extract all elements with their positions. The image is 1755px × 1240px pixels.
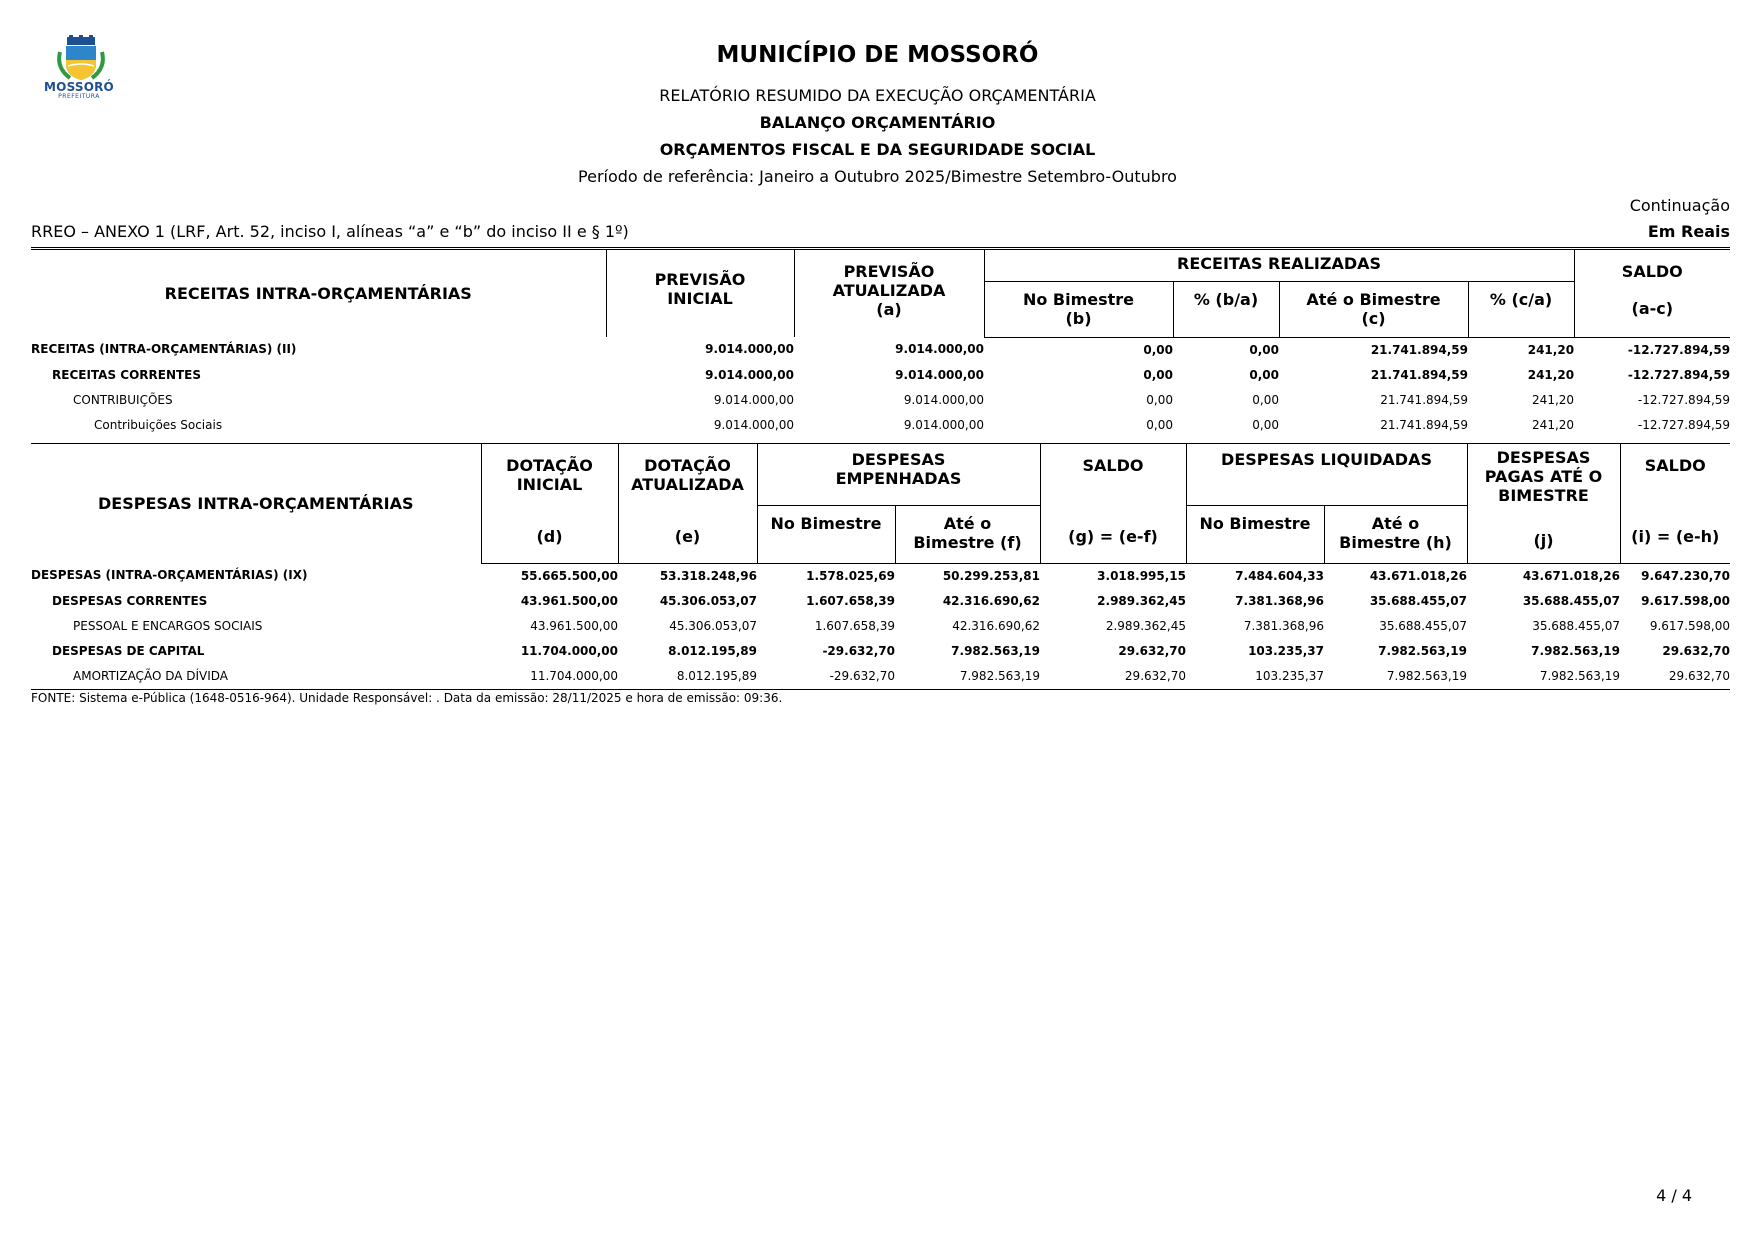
despesas-table [31,443,1730,690]
page-number: 4 / 4 [1656,1186,1692,1205]
liquidadas-no-bimestre-header: No Bimestre [1186,505,1324,563]
cell-value: 29.632,70 [1118,643,1186,658]
cell-value: 7.381.368,96 [1243,618,1324,633]
cell-value: 43.961.500,00 [530,618,618,633]
annex-reference: RREO – ANEXO 1 (LRF, Art. 52, inciso I, alíneas “a” e “b” do inciso II e § 1º) [31,222,629,241]
cell-value: 21.741.894,59 [1370,367,1468,382]
cell-value: 7.982.563,19 [1324,664,1467,690]
dotacao-atualizada-formula: (e) [618,505,757,563]
row-label: DESPESAS (INTRA-ORÇAMENTÁRIAS) (IX) [31,568,308,583]
receitas-pct-ca-header: % (c/a) [1468,281,1574,337]
despesas-pagas-formula: (j) [1467,505,1620,563]
cell-value: 42.316.690,62 [952,618,1040,633]
cell-value: 21.741.894,59 [1380,392,1468,407]
cell-value: 35.688.455,07 [1379,618,1467,633]
cell-value: 55.665.500,00 [520,568,618,583]
cell-value: 21.741.894,59 [1370,342,1468,357]
receitas-ate-bimestre-header: Até o Bimestre (c) [1279,281,1468,337]
logo-name: MOSSORÓ [44,80,114,94]
cell-value: 0,00 [1252,392,1279,407]
dotacao-inicial-header: DOTAÇÃO INICIAL [481,444,618,506]
row-label: DESPESAS DE CAPITAL [52,643,205,658]
cell-value: 9.617.598,00 [1649,618,1730,633]
cell-value: 9.617.598,00 [1641,593,1730,608]
despesas-header-category: DESPESAS INTRA-ORÇAMENTÁRIAS [31,444,481,564]
previsao-atualizada-header: PREVISÃO ATUALIZADA (a) [794,249,984,338]
cell-value: 7.982.563,19 [895,664,1040,690]
cell-value: 50.299.253,81 [942,568,1040,583]
cell-value: 241,20 [1532,392,1575,407]
cell-value: 35.688.455,07 [1522,593,1620,608]
cell-value: 2.989.362,45 [1105,618,1186,633]
cell-value: 35.688.455,07 [1369,593,1467,608]
table-row [31,413,1730,438]
row-label: DESPESAS CORRENTES [52,593,208,608]
cell-value: 7.982.563,19 [1378,643,1467,658]
saldo-g-formula: (g) = (e-f) [1040,505,1186,563]
receitas-pct-ba-header: % (b/a) [1173,281,1279,337]
table-row [31,563,1730,589]
cell-value: 9.014.000,00 [705,342,794,357]
cell-value: 9.014.000,00 [895,367,984,382]
cell-value: 45.306.053,07 [659,593,757,608]
cell-value: 0,00 [1146,392,1173,407]
cell-value: 9.014.000,00 [705,367,794,382]
table-row [31,664,1730,690]
cell-value: 0,00 [1249,367,1279,382]
cell-value: 7.982.563,19 [1467,664,1620,690]
cell-value: -29.632,70 [757,664,895,690]
cell-value: 3.018.995,15 [1097,568,1186,583]
cell-value: 1.607.658,39 [814,618,895,633]
source-footnote: FONTE: Sistema e-Pública (1648-0516-964). Unidade Responsável: . Data da emissão: 28/11/2025 e hora de emissão: 09:36. [31,691,783,705]
row-label: RECEITAS CORRENTES [52,367,202,382]
receitas-realizadas-header: RECEITAS REALIZADAS [984,249,1574,282]
cell-value: 103.235,37 [1248,643,1324,658]
row-label: RECEITAS (INTRA-ORÇAMENTÁRIAS) (II) [31,342,297,357]
cell-value: 43.671.018,26 [1369,568,1467,583]
currency-unit-label: Em Reais [1647,222,1730,241]
cell-value: 241,20 [1527,367,1575,382]
logo-subtitle: PREFEITURA [58,93,100,100]
cell-value: 7.484.604,33 [1235,568,1324,583]
saldo-i-header: SALDO [1620,444,1730,506]
cell-value: 1.578.025,69 [806,568,895,583]
table-row [31,614,1730,639]
cell-value: 21.741.894,59 [1380,417,1468,432]
empenhadas-ate-bimestre-header: Até o Bimestre (f) [895,505,1040,563]
cell-value: 241,20 [1532,417,1575,432]
cell-value: 11.704.000,00 [481,664,618,690]
empenhadas-no-bimestre-header: No Bimestre [757,505,895,563]
cell-value: 53.318.248,96 [659,568,757,583]
cell-value: 9.014.000,00 [903,417,984,432]
receitas-no-bimestre-header: No Bimestre (b) [984,281,1173,337]
cell-value: 43.961.500,00 [520,593,618,608]
receitas-saldo-formula: (a-c) [1574,281,1730,337]
cell-value: 0,00 [1146,417,1173,432]
row-label: CONTRIBUIÇÕES [73,392,173,407]
cell-value: 9.014.000,00 [895,342,984,357]
cell-value: 0,00 [1252,417,1279,432]
report-subtitle: BALANÇO ORÇAMENTÁRIO [759,113,996,132]
saldo-g-header: SALDO [1040,444,1186,506]
cell-value: 29.632,70 [1620,664,1730,690]
cell-value: 7.381.368,96 [1235,593,1324,608]
cell-value: 0,00 [1143,342,1173,357]
receitas-table [31,247,1730,438]
cell-value: 45.306.053,07 [669,618,757,633]
cell-value: 43.671.018,26 [1522,568,1620,583]
dotacao-atualizada-header: DOTAÇÃO ATUALIZADA [618,444,757,506]
cell-value: 9.014.000,00 [713,417,794,432]
cell-value: 9.014.000,00 [903,392,984,407]
cell-value: 241,20 [1527,342,1575,357]
liquidadas-ate-bimestre-header: Até o Bimestre (h) [1324,505,1467,563]
dotacao-inicial-formula: (d) [481,505,618,563]
cell-value: 1.607.658,39 [806,593,895,608]
report-municipality-title: MUNICÍPIO DE MOSSORÓ [716,42,1039,68]
cell-value: 103.235,37 [1186,664,1324,690]
row-label: PESSOAL E ENCARGOS SOCIAIS [73,618,263,633]
cell-value: 11.704.000,00 [520,643,618,658]
cell-value: -12.727.894,59 [1627,342,1731,357]
cell-value: 8.012.195,89 [618,664,757,690]
cell-value: 29.632,70 [1040,664,1186,690]
row-label: AMORTIZAÇÃO DA DÍVIDA [31,664,481,690]
cell-value: 42.316.690,62 [942,593,1040,608]
despesas-pagas-header: DESPESAS PAGAS ATÉ O BIMESTRE [1467,444,1620,506]
cell-value: -12.727.894,59 [1637,392,1731,407]
cell-value: 2.989.362,45 [1097,593,1186,608]
table-row [31,363,1730,388]
receitas-saldo-header: SALDO [1621,262,1683,281]
despesas-empenhadas-header: DESPESAS EMPENHADAS [757,444,1040,506]
cell-value: 0,00 [1143,367,1173,382]
table-row [31,388,1730,413]
cell-value: 29.632,70 [1662,643,1730,658]
cell-value: 0,00 [1249,342,1279,357]
cell-value: -12.727.894,59 [1627,367,1731,382]
cell-value: 8.012.195,89 [668,643,757,658]
cell-value: 9.014.000,00 [713,392,794,407]
cell-value: 7.982.563,19 [1531,643,1620,658]
table-row [31,639,1730,664]
continuation-label: Continuação [1629,196,1730,215]
previsao-inicial-header: PREVISÃO INICIAL [606,249,794,338]
cell-value: 9.647.230,70 [1641,568,1730,583]
cell-value: 7.982.563,19 [951,643,1040,658]
report-budget-scope: ORÇAMENTOS FISCAL E DA SEGURIDADE SOCIAL [659,140,1096,159]
saldo-i-formula: (i) = (e-h) [1620,505,1730,563]
receitas-header-category: RECEITAS INTRA-ORÇAMENTÁRIAS [31,249,606,338]
table-row [31,589,1730,614]
cell-value: -29.632,70 [822,643,895,658]
row-label: Contribuições Sociais [94,417,223,432]
cell-value: 35.688.455,07 [1532,618,1620,633]
reference-period: Período de referência: Janeiro a Outubro 2025/Bimestre Setembro-Outubro [578,167,1177,186]
despesas-liquidadas-header: DESPESAS LIQUIDADAS [1186,444,1467,506]
cell-value: -12.727.894,59 [1637,417,1731,432]
table-row [31,337,1730,363]
report-name: RELATÓRIO RESUMIDO DA EXECUÇÃO ORÇAMENTÁRIA [659,86,1096,105]
